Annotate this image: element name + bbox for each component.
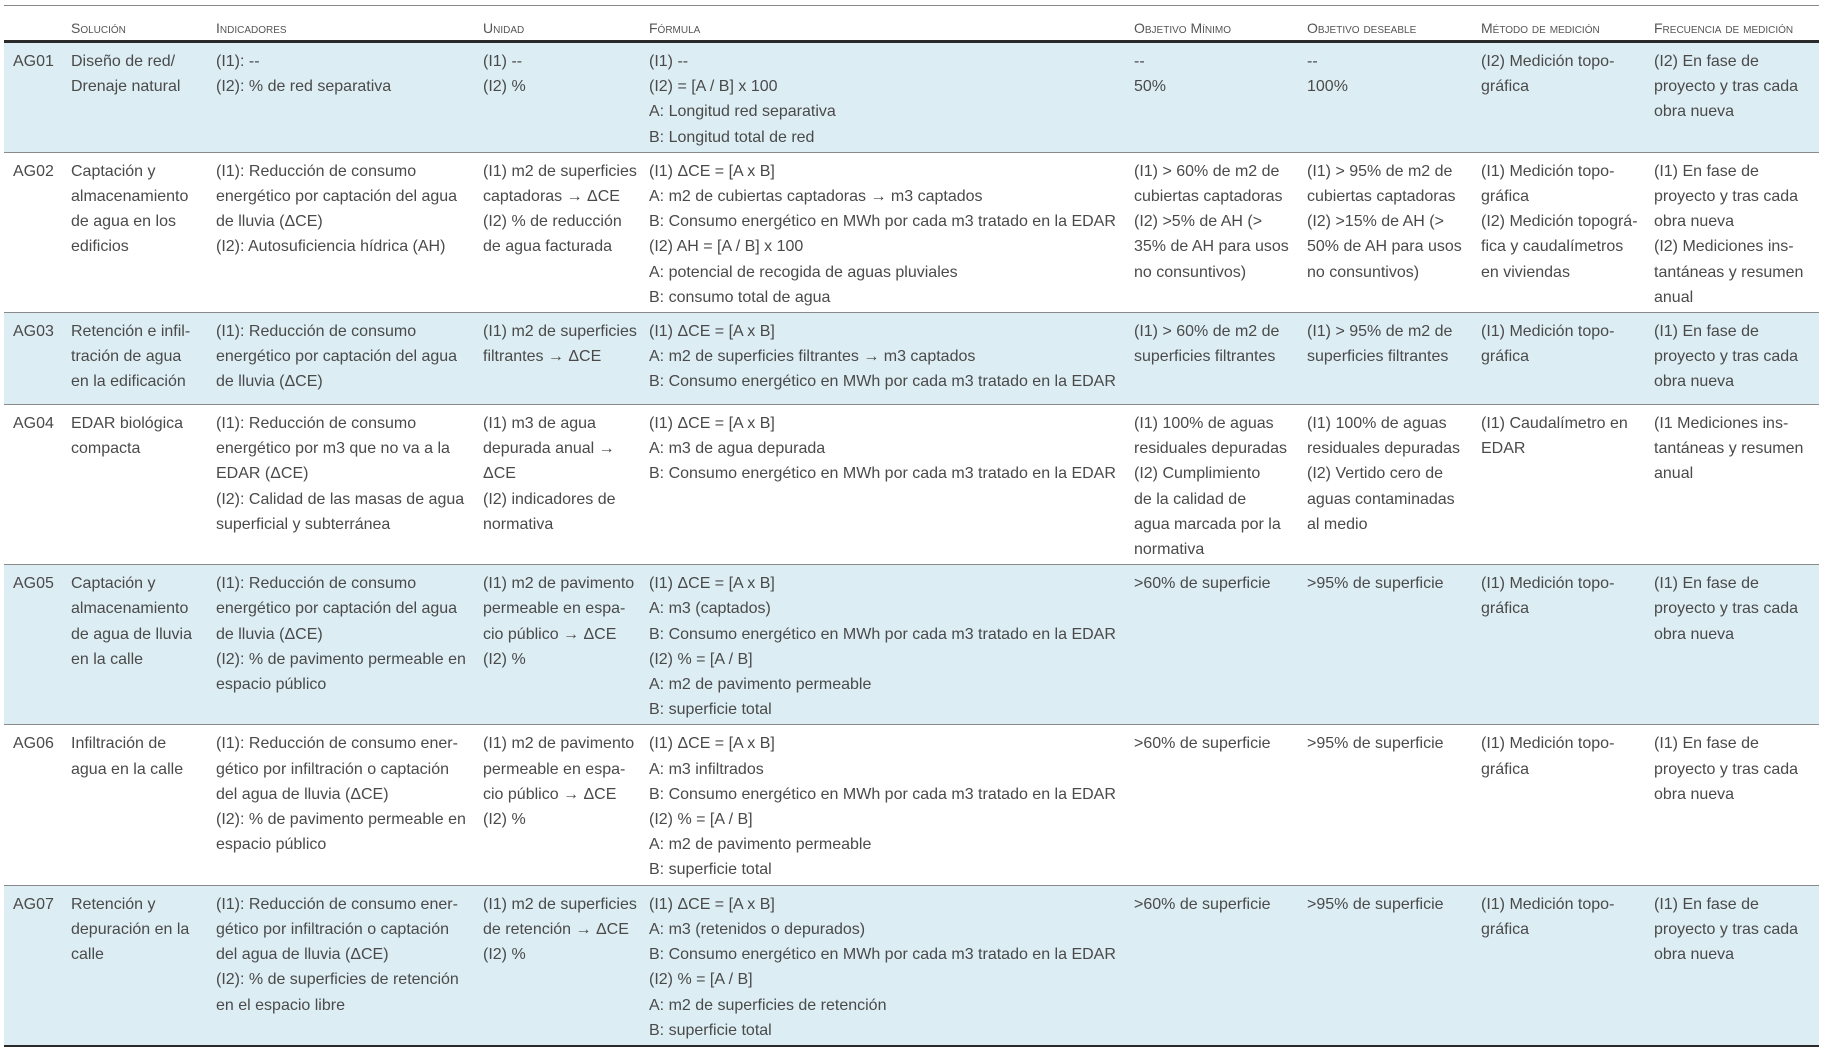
row-formula bbox=[640, 42, 1125, 153]
row-method-line: (I1) Caudalímetro en bbox=[1481, 415, 1628, 433]
row-indicators-line: (I1): -- bbox=[216, 53, 260, 70]
row-solution bbox=[62, 152, 207, 312]
row-formula-line: A: m3 (retenidos o depurados) bbox=[649, 920, 866, 938]
row-indicators bbox=[207, 313, 474, 405]
row-formula bbox=[640, 725, 1125, 885]
row-frequency-line: anual bbox=[1654, 288, 1694, 306]
row-unit-line: ΔCE bbox=[483, 465, 516, 483]
table-row bbox=[4, 42, 1819, 153]
table-body bbox=[4, 42, 1819, 1046]
table-row bbox=[4, 725, 1819, 885]
row-unit-line: filtrantes → ΔCE bbox=[483, 348, 602, 366]
row-solution-line: almacenamiento bbox=[71, 600, 189, 618]
row-min-target-line: (I1) > 60% de m2 de bbox=[1134, 162, 1280, 180]
row-formula bbox=[640, 152, 1125, 312]
row-desired-target-line: superficies filtrantes bbox=[1307, 348, 1449, 366]
row-solution-line: Captación y bbox=[71, 162, 156, 180]
row-indicators-line: del agua de lluvia (ΔCE) bbox=[216, 946, 389, 964]
row-min-target bbox=[1125, 42, 1298, 153]
row-frequency-line: (I1) En fase de bbox=[1654, 895, 1759, 913]
row-desired-target-line: cubiertas captadoras bbox=[1307, 188, 1456, 206]
row-desired-target bbox=[1298, 152, 1472, 312]
row-solution bbox=[62, 313, 207, 405]
row-method-line: (I1) Medición topo- bbox=[1481, 735, 1615, 753]
row-solution bbox=[62, 885, 207, 1046]
row-unit bbox=[474, 565, 640, 725]
row-frequency-line: obra nueva bbox=[1654, 785, 1735, 803]
row-frequency-line: tantáneas y resumen bbox=[1654, 440, 1804, 458]
row-method-line: (I1) Medición topo- bbox=[1481, 895, 1615, 913]
row-desired-target-line: aguas contaminadas bbox=[1307, 490, 1455, 508]
row-frequency-line: obra nueva bbox=[1654, 946, 1735, 964]
row-frequency bbox=[1645, 725, 1819, 885]
header-method: Método de medición bbox=[1472, 6, 1645, 42]
row-unit bbox=[474, 405, 640, 565]
row-desired-target-line: >95% de superficie bbox=[1307, 575, 1444, 593]
row-min-target-line: (I2) Cumplimiento bbox=[1134, 465, 1261, 483]
row-formula-line: (I1) ΔCE = [A x B] bbox=[649, 415, 775, 433]
row-indicators-line: energético por m3 que no va a la bbox=[216, 440, 450, 458]
row-indicators bbox=[207, 885, 474, 1046]
row-unit-line: (I1) m2 de pavimento bbox=[483, 575, 635, 593]
row-indicators-line: energético por captación del agua bbox=[216, 188, 458, 206]
row-formula-line: (I2) = [A / B] x 100 bbox=[649, 78, 778, 96]
row-indicators-line: gético por infiltración o captación bbox=[216, 760, 450, 778]
row-solution-line: depuración en la bbox=[71, 920, 190, 938]
row-unit-line: (I2) % de reducción bbox=[483, 213, 622, 231]
row-frequency-line: tantáneas y resumen bbox=[1654, 263, 1804, 281]
row-min-target bbox=[1125, 152, 1298, 312]
row-unit-line: (I2) % bbox=[483, 650, 526, 668]
row-formula-line: A: m2 de superficies de retención bbox=[649, 996, 887, 1014]
row-unit-line: (I1) m3 de agua bbox=[483, 415, 596, 433]
row-unit-line: (I1) m2 de pavimento bbox=[483, 735, 635, 753]
row-desired-target-line: 100% bbox=[1307, 78, 1348, 96]
row-formula-line: A: m2 de cubiertas captadoras → m3 captados bbox=[649, 188, 983, 206]
row-indicators bbox=[207, 565, 474, 725]
row-min-target-line: normativa bbox=[1134, 541, 1205, 559]
row-method-line: EDAR bbox=[1481, 440, 1526, 458]
row-indicators bbox=[207, 42, 474, 153]
row-frequency-line: obra nueva bbox=[1654, 625, 1735, 643]
row-formula-line: B: Consumo energético en MWh por cada m3 tratado en la EDAR bbox=[649, 465, 1116, 483]
row-frequency-line: proyecto y tras cada bbox=[1654, 760, 1799, 778]
row-formula-line: B: consumo total de agua bbox=[649, 288, 831, 306]
row-desired-target bbox=[1298, 725, 1472, 885]
row-method-line: (I2) Medición topo- bbox=[1481, 53, 1615, 70]
row-unit-line: cio público → ΔCE bbox=[483, 625, 617, 643]
row-frequency bbox=[1645, 405, 1819, 565]
row-solution-line: Diseño de red/ bbox=[71, 53, 176, 70]
table-row bbox=[4, 885, 1819, 1046]
row-desired-target-line: al medio bbox=[1307, 515, 1368, 533]
row-desired-target bbox=[1298, 405, 1472, 565]
row-method-line: gráfica bbox=[1481, 600, 1530, 618]
row-min-target-line: superficies filtrantes bbox=[1134, 348, 1276, 366]
row-frequency-line: (I1) En fase de bbox=[1654, 575, 1759, 593]
row-formula-line: B: Consumo energético en MWh por cada m3 tratado en la EDAR bbox=[649, 213, 1116, 231]
row-formula-line: (I2) AH = [A / B] x 100 bbox=[649, 238, 804, 256]
row-desired-target-line: -- bbox=[1307, 53, 1318, 70]
row-solution-line: en la calle bbox=[71, 650, 144, 668]
row-unit bbox=[474, 313, 640, 405]
row-desired-target-line: (I2) >15% de AH (> bbox=[1307, 213, 1444, 231]
row-code: AG03 bbox=[4, 313, 62, 405]
row-unit-line: (I1) m2 de superficies bbox=[483, 323, 637, 341]
row-frequency-line: proyecto y tras cada bbox=[1654, 920, 1799, 938]
row-formula bbox=[640, 313, 1125, 405]
row-formula-line: A: m3 (captados) bbox=[649, 600, 771, 618]
row-formula-line: B: Consumo energético en MWh por cada m3 tratado en la EDAR bbox=[649, 373, 1116, 391]
row-code: AG01 bbox=[4, 42, 62, 153]
row-indicators-line: (I1): Reducción de consumo bbox=[216, 575, 417, 593]
row-solution bbox=[62, 405, 207, 565]
row-method bbox=[1472, 405, 1645, 565]
row-indicators-line: de lluvia (ΔCE) bbox=[216, 213, 323, 231]
row-formula-line: (I1) ΔCE = [A x B] bbox=[649, 895, 775, 913]
row-solution-line: de agua de lluvia bbox=[71, 625, 192, 643]
row-indicators-line: superficial y subterránea bbox=[216, 515, 391, 533]
row-code: AG05 bbox=[4, 565, 62, 725]
row-frequency bbox=[1645, 885, 1819, 1046]
row-formula-line: (I1) ΔCE = [A x B] bbox=[649, 735, 775, 753]
row-formula-line: B: superficie total bbox=[649, 1021, 772, 1039]
header-indicators: Indicadores bbox=[207, 6, 474, 42]
row-desired-target bbox=[1298, 565, 1472, 725]
row-indicators-line: en el espacio libre bbox=[216, 996, 345, 1014]
row-desired-target-line: >95% de superficie bbox=[1307, 735, 1444, 753]
row-desired-target bbox=[1298, 42, 1472, 153]
row-formula-line: A: m2 de pavimento permeable bbox=[649, 676, 872, 694]
row-formula-line: A: m2 de superficies filtrantes → m3 captados bbox=[649, 348, 976, 366]
row-code: AG07 bbox=[4, 885, 62, 1046]
row-frequency-line: obra nueva bbox=[1654, 103, 1735, 121]
row-indicators-line: de lluvia (ΔCE) bbox=[216, 625, 323, 643]
row-solution-line: Captación y bbox=[71, 575, 156, 593]
row-formula-line: A: m3 de agua depurada bbox=[649, 440, 826, 458]
row-method bbox=[1472, 42, 1645, 153]
row-method-line: gráfica bbox=[1481, 760, 1530, 778]
row-frequency bbox=[1645, 313, 1819, 405]
row-frequency-line: (I1) En fase de bbox=[1654, 162, 1759, 180]
row-method-line: (I1) Medición topo- bbox=[1481, 323, 1615, 341]
row-method-line: gráfica bbox=[1481, 188, 1530, 206]
row-formula-line: B: Consumo energético en MWh por cada m3 tratado en la EDAR bbox=[649, 785, 1116, 803]
row-solution-line: compacta bbox=[71, 440, 141, 458]
row-solution-line: Retención y bbox=[71, 895, 156, 913]
row-desired-target-line: (I1) > 95% de m2 de bbox=[1307, 162, 1453, 180]
row-frequency-line: (I2) Mediciones ins- bbox=[1654, 238, 1794, 256]
row-formula bbox=[640, 885, 1125, 1046]
row-formula-line: (I1) ΔCE = [A x B] bbox=[649, 162, 775, 180]
row-solution-line: de agua en los bbox=[71, 213, 176, 231]
row-indicators bbox=[207, 152, 474, 312]
row-formula-line: A: Longitud red separativa bbox=[649, 103, 836, 121]
row-unit bbox=[474, 885, 640, 1046]
row-desired-target bbox=[1298, 313, 1472, 405]
row-formula-line: (I2) % = [A / B] bbox=[649, 650, 753, 668]
row-indicators-line: del agua de lluvia (ΔCE) bbox=[216, 785, 389, 803]
row-solution bbox=[62, 42, 207, 153]
row-indicators-line: (I2): % de pavimento permeable en bbox=[216, 650, 466, 668]
row-unit-line: (I1) m2 de superficies bbox=[483, 162, 637, 180]
row-code: AG06 bbox=[4, 725, 62, 885]
row-formula-line: B: Consumo energético en MWh por cada m3 tratado en la EDAR bbox=[649, 625, 1116, 643]
table-row bbox=[4, 565, 1819, 725]
row-indicators-line: (I2): % de pavimento permeable en bbox=[216, 811, 466, 829]
row-method bbox=[1472, 152, 1645, 312]
row-unit-line: (I1) -- bbox=[483, 53, 523, 70]
row-frequency-line: proyecto y tras cada bbox=[1654, 600, 1799, 618]
row-formula bbox=[640, 565, 1125, 725]
row-desired-target-line: (I2) Vertido cero de bbox=[1307, 465, 1444, 483]
row-frequency-line: obra nueva bbox=[1654, 373, 1735, 391]
header-row bbox=[4, 6, 1819, 42]
row-formula-line: (I1) ΔCE = [A x B] bbox=[649, 575, 775, 593]
row-indicators-line: (I2): % de superficies de retención bbox=[216, 971, 459, 989]
row-unit bbox=[474, 42, 640, 153]
row-indicators-line: energético por captación del agua bbox=[216, 348, 458, 366]
row-desired-target-line: residuales depuradas bbox=[1307, 440, 1460, 458]
row-desired-target-line: >95% de superficie bbox=[1307, 895, 1444, 913]
header-unit: Unidad bbox=[474, 6, 640, 42]
row-min-target-line: cubiertas captadoras bbox=[1134, 188, 1283, 206]
row-solution-line: calle bbox=[71, 946, 104, 964]
row-formula-line: B: Consumo energético en MWh por cada m3 tratado en la EDAR bbox=[649, 946, 1116, 964]
row-min-target-line: residuales depuradas bbox=[1134, 440, 1287, 458]
indicator-table-container bbox=[4, 5, 1819, 1047]
row-solution bbox=[62, 725, 207, 885]
row-unit-line: (I2) % bbox=[483, 811, 526, 829]
row-frequency-line: proyecto y tras cada bbox=[1654, 78, 1799, 96]
row-unit-line: (I2) % bbox=[483, 78, 526, 96]
row-frequency-line: (I1 Mediciones ins- bbox=[1654, 415, 1789, 433]
row-indicators bbox=[207, 405, 474, 565]
row-solution-line: almacenamiento bbox=[71, 188, 189, 206]
row-solution bbox=[62, 565, 207, 725]
row-solution-line: Retención e infil- bbox=[71, 323, 191, 341]
row-min-target-line: >60% de superficie bbox=[1134, 735, 1271, 753]
row-min-target bbox=[1125, 313, 1298, 405]
header-code bbox=[4, 6, 62, 42]
row-desired-target-line: no consuntivos) bbox=[1307, 263, 1420, 281]
header-formula: Fórmula bbox=[640, 6, 1125, 42]
row-solution-line: en la edificación bbox=[71, 373, 186, 391]
row-desired-target-line: (I1) 100% de aguas bbox=[1307, 415, 1447, 433]
row-solution-line: tración de agua bbox=[71, 348, 182, 366]
row-indicators-line: (I1): Reducción de consumo ener- bbox=[216, 895, 458, 913]
row-frequency bbox=[1645, 42, 1819, 153]
header-min-target: Objetivo Mínimo bbox=[1125, 6, 1298, 42]
row-code: AG02 bbox=[4, 152, 62, 312]
row-method-line: gráfica bbox=[1481, 78, 1530, 96]
row-desired-target-line: 50% de AH para usos bbox=[1307, 238, 1462, 256]
row-formula-line: (I1) ΔCE = [A x B] bbox=[649, 323, 775, 341]
row-frequency bbox=[1645, 152, 1819, 312]
row-indicators-line: espacio público bbox=[216, 836, 327, 854]
row-unit bbox=[474, 725, 640, 885]
row-method-line: fica y caudalímetros bbox=[1481, 238, 1624, 256]
row-min-target-line: (I1) > 60% de m2 de bbox=[1134, 323, 1280, 341]
row-min-target bbox=[1125, 565, 1298, 725]
row-solution-line: Drenaje natural bbox=[71, 78, 181, 96]
row-unit-line: (I1) m2 de superficies bbox=[483, 895, 637, 913]
indicator-table bbox=[4, 5, 1819, 1047]
row-min-target-line: 50% bbox=[1134, 78, 1167, 96]
row-formula-line: (I2) % = [A / B] bbox=[649, 811, 753, 829]
row-method-line: en viviendas bbox=[1481, 263, 1570, 281]
row-min-target bbox=[1125, 885, 1298, 1046]
row-min-target-line: no consuntivos) bbox=[1134, 263, 1247, 281]
row-formula-line: B: superficie total bbox=[649, 861, 772, 879]
row-unit-line: cio público → ΔCE bbox=[483, 785, 617, 803]
row-unit-line: (I2) % bbox=[483, 946, 526, 964]
row-indicators-line: (I2): Autosuficiencia hídrica (AH) bbox=[216, 238, 446, 256]
row-frequency-line: (I1) En fase de bbox=[1654, 323, 1759, 341]
row-formula-line: A: m3 infiltrados bbox=[649, 760, 764, 778]
row-min-target bbox=[1125, 405, 1298, 565]
row-indicators-line: (I1): Reducción de consumo bbox=[216, 323, 417, 341]
row-frequency-line: obra nueva bbox=[1654, 213, 1735, 231]
row-indicators bbox=[207, 725, 474, 885]
row-formula bbox=[640, 405, 1125, 565]
row-method bbox=[1472, 565, 1645, 725]
row-solution-line: Infiltración de bbox=[71, 735, 167, 753]
row-formula-line: A: m2 de pavimento permeable bbox=[649, 836, 872, 854]
row-method bbox=[1472, 313, 1645, 405]
row-frequency-line: (I1) En fase de bbox=[1654, 735, 1759, 753]
row-frequency-line: proyecto y tras cada bbox=[1654, 348, 1799, 366]
row-method bbox=[1472, 885, 1645, 1046]
row-indicators-line: energético por captación del agua bbox=[216, 600, 458, 618]
row-frequency bbox=[1645, 565, 1819, 725]
header-desired-target: Objetivo deseable bbox=[1298, 6, 1472, 42]
row-code: AG04 bbox=[4, 405, 62, 565]
row-solution-line: EDAR biológica bbox=[71, 415, 184, 433]
row-unit bbox=[474, 152, 640, 312]
row-indicators-line: EDAR (ΔCE) bbox=[216, 465, 309, 483]
row-min-target-line: >60% de superficie bbox=[1134, 575, 1271, 593]
row-method-line: gráfica bbox=[1481, 920, 1530, 938]
row-indicators-line: (I1): Reducción de consumo bbox=[216, 162, 417, 180]
table-row bbox=[4, 152, 1819, 312]
row-min-target-line: 35% de AH para usos bbox=[1134, 238, 1289, 256]
row-min-target-line: -- bbox=[1134, 53, 1145, 70]
row-indicators-line: (I2): Calidad de las masas de agua bbox=[216, 490, 465, 508]
row-unit-line: de retención → ΔCE bbox=[483, 920, 629, 938]
row-frequency-line: proyecto y tras cada bbox=[1654, 188, 1799, 206]
row-method bbox=[1472, 725, 1645, 885]
row-method-line: (I1) Medición topo- bbox=[1481, 162, 1615, 180]
table-row bbox=[4, 405, 1819, 565]
row-method-line: (I1) Medición topo- bbox=[1481, 575, 1615, 593]
row-formula-line: B: Longitud total de red bbox=[649, 128, 815, 146]
row-method-line: gráfica bbox=[1481, 348, 1530, 366]
row-indicators-line: de lluvia (ΔCE) bbox=[216, 373, 323, 391]
row-unit-line: permeable en espa- bbox=[483, 600, 626, 618]
row-formula-line: A: potencial de recogida de aguas pluviales bbox=[649, 263, 958, 281]
row-unit-line: permeable en espa- bbox=[483, 760, 626, 778]
row-frequency-line: anual bbox=[1654, 465, 1694, 483]
row-unit-line: (I2) indicadores de bbox=[483, 490, 616, 508]
row-indicators-line: (I2): % de red separativa bbox=[216, 78, 392, 96]
header-solution: Solución bbox=[62, 6, 207, 42]
row-solution-line: agua en la calle bbox=[71, 760, 184, 778]
row-formula-line: (I2) % = [A / B] bbox=[649, 971, 753, 989]
row-min-target-line: de la calidad de bbox=[1134, 490, 1247, 508]
row-indicators-line: espacio público bbox=[216, 676, 327, 694]
row-formula-line: B: superficie total bbox=[649, 701, 772, 719]
row-unit-line: depurada anual → bbox=[483, 440, 615, 458]
table-header bbox=[4, 6, 1819, 42]
table-row bbox=[4, 313, 1819, 405]
row-min-target-line: (I1) 100% de aguas bbox=[1134, 415, 1274, 433]
row-method-line: (I2) Medición topográ- bbox=[1481, 213, 1638, 231]
row-solution-line: edificios bbox=[71, 238, 129, 256]
row-min-target-line: agua marcada por la bbox=[1134, 515, 1281, 533]
row-unit-line: captadoras → ΔCE bbox=[483, 188, 620, 206]
row-min-target bbox=[1125, 725, 1298, 885]
row-min-target-line: >60% de superficie bbox=[1134, 895, 1271, 913]
row-desired-target-line: (I1) > 95% de m2 de bbox=[1307, 323, 1453, 341]
row-unit-line: de agua facturada bbox=[483, 238, 612, 256]
header-frequency: Frecuencia de medición bbox=[1645, 6, 1819, 42]
row-min-target-line: (I2) >5% de AH (> bbox=[1134, 213, 1263, 231]
row-desired-target bbox=[1298, 885, 1472, 1046]
row-indicators-line: (I1): Reducción de consumo bbox=[216, 415, 417, 433]
row-formula-line: (I1) -- bbox=[649, 53, 689, 70]
row-frequency-line: (I2) En fase de bbox=[1654, 53, 1759, 70]
row-indicators-line: gético por infiltración o captación bbox=[216, 920, 450, 938]
row-indicators-line: (I1): Reducción de consumo ener- bbox=[216, 735, 458, 753]
row-unit-line: normativa bbox=[483, 515, 554, 533]
